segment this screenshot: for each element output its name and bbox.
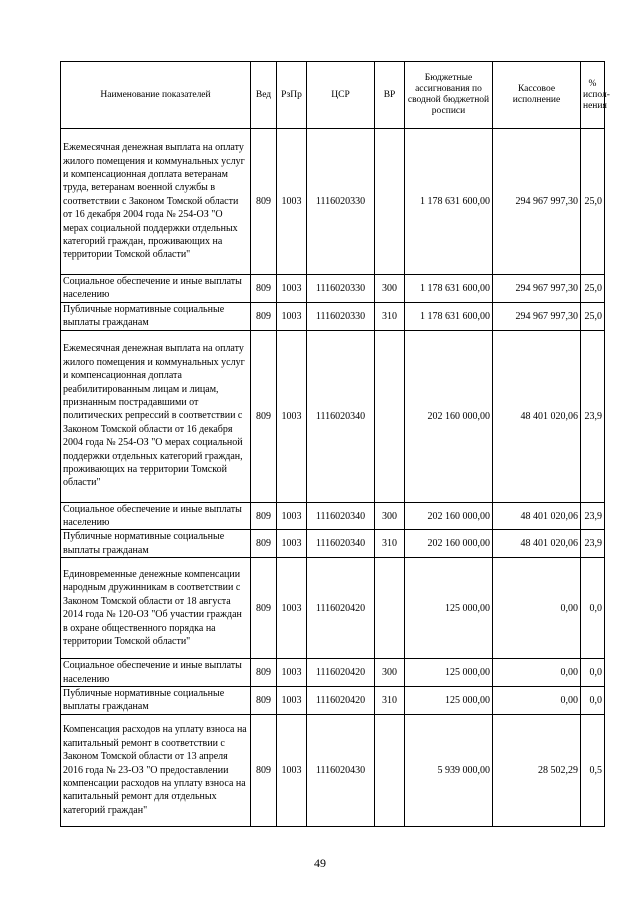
row-rzpr: 1003 [277,687,307,715]
table-header-row [61,62,605,129]
row-vr: 310 [375,687,405,715]
row-ved: 809 [251,330,277,502]
row-rzpr: 1003 [277,558,307,659]
header-percent: % испол-нения [581,62,605,129]
row-rzpr: 1003 [277,714,307,826]
header-rzpr: РзПр [277,62,307,129]
row-ved: 809 [251,129,277,275]
row-percent: 23,9 [581,502,605,530]
table-row [61,530,605,558]
row-vr: 310 [375,302,405,330]
row-vr: 300 [375,659,405,687]
row-percent: 0,0 [581,659,605,687]
row-csr: 1116020340 [307,530,375,558]
row-vr [375,714,405,826]
row-assignments: 1 178 631 600,00 [405,275,493,303]
header-assignments: Бюджетные ассигнования по сводной бюджетной росписи [405,62,493,129]
row-name: Публичные нормативные социальные выплаты гражданам [61,530,251,558]
row-assignments: 1 178 631 600,00 [405,302,493,330]
table-row [61,302,605,330]
header-name: Наименование показателей [61,62,251,129]
row-assignments: 125 000,00 [405,687,493,715]
row-csr: 1116020330 [307,129,375,275]
row-name: Социальное обеспечение и иные выплаты населению [61,502,251,530]
row-percent: 23,9 [581,330,605,502]
row-percent: 23,9 [581,530,605,558]
row-cash-execution: 28 502,29 [493,714,581,826]
row-assignments: 202 160 000,00 [405,530,493,558]
row-rzpr: 1003 [277,275,307,303]
row-name: Ежемесячная денежная выплата на оплату жилого помещения и коммунальных услуг и компенсационная доплата ветеранам труда, ветеранам военной службы в соответствии с Законом Томской области от 16 декабря 2004 года № 254-ОЗ "О мерах социальной поддержки отдельных категорий граждан, проживающих на территории Томской области" [61,129,251,275]
row-name: Социальное обеспечение и иные выплаты населению [61,659,251,687]
row-percent: 25,0 [581,302,605,330]
row-vr [375,330,405,502]
row-ved: 809 [251,530,277,558]
row-vr [375,558,405,659]
row-rzpr: 1003 [277,530,307,558]
row-csr: 1116020330 [307,302,375,330]
row-csr: 1116020430 [307,714,375,826]
table-row [61,330,605,502]
row-assignments: 202 160 000,00 [405,502,493,530]
row-percent: 25,0 [581,275,605,303]
row-cash-execution: 294 967 997,30 [493,275,581,303]
row-name: Социальное обеспечение и иные выплаты населению [61,275,251,303]
table-row [61,714,605,826]
page-number: 49 [314,856,326,870]
row-vr: 300 [375,275,405,303]
table-row [61,502,605,530]
row-assignments: 125 000,00 [405,558,493,659]
row-percent: 25,0 [581,129,605,275]
row-rzpr: 1003 [277,502,307,530]
row-csr: 1116020330 [307,275,375,303]
row-ved: 809 [251,275,277,303]
row-csr: 1116020340 [307,502,375,530]
row-vr [375,129,405,275]
row-assignments: 202 160 000,00 [405,330,493,502]
row-name: Ежемесячная денежная выплата на оплату жилого помещения и коммунальных услуг и компенсационная доплата реабилитированным лицам и лицам, признанным пострадавшими от политических репрессий в соответствии с Законом Томской области от 16 декабря 2004 года № 254-ОЗ "О мерах социальной поддержки отдельных категорий граждан, проживающих на территории Томской области" [61,330,251,502]
row-cash-execution: 294 967 997,30 [493,302,581,330]
row-csr: 1116020420 [307,687,375,715]
table-row [61,558,605,659]
header-ved: Вед [251,62,277,129]
row-vr: 300 [375,502,405,530]
row-ved: 809 [251,302,277,330]
row-csr: 1116020420 [307,558,375,659]
row-rzpr: 1003 [277,129,307,275]
table-row [61,687,605,715]
row-ved: 809 [251,687,277,715]
row-cash-execution: 48 401 020,06 [493,530,581,558]
row-name: Компенсация расходов на уплату взноса на капитальный ремонт в соответствии с Законом Томской области от 13 апреля 2016 года № 23-ОЗ "О предоставлении компенсации расходов на уплату взноса на капитальный ремонт для отдельных категорий граждан" [61,714,251,826]
table-row [61,659,605,687]
row-cash-execution: 0,00 [493,687,581,715]
table-row [61,129,605,275]
row-percent: 0,0 [581,558,605,659]
row-rzpr: 1003 [277,330,307,502]
row-ved: 809 [251,659,277,687]
row-assignments: 125 000,00 [405,659,493,687]
row-rzpr: 1003 [277,302,307,330]
budget-execution-table [60,61,610,827]
row-assignments: 1 178 631 600,00 [405,129,493,275]
row-name: Публичные нормативные социальные выплаты гражданам [61,302,251,330]
row-csr: 1116020340 [307,330,375,502]
row-cash-execution: 48 401 020,06 [493,502,581,530]
row-ved: 809 [251,502,277,530]
row-name: Публичные нормативные социальные выплаты гражданам [61,687,251,715]
row-percent: 0,0 [581,687,605,715]
row-ved: 809 [251,558,277,659]
table-row [61,275,605,303]
row-csr: 1116020420 [307,659,375,687]
row-assignments: 5 939 000,00 [405,714,493,826]
row-cash-execution: 48 401 020,06 [493,330,581,502]
header-cash-execution: Кассовое исполнение [493,62,581,129]
header-vr: ВР [375,62,405,129]
header-csr: ЦСР [307,62,375,129]
row-vr: 310 [375,530,405,558]
row-rzpr: 1003 [277,659,307,687]
row-percent: 0,5 [581,714,605,826]
row-cash-execution: 0,00 [493,659,581,687]
row-ved: 809 [251,714,277,826]
row-cash-execution: 294 967 997,30 [493,129,581,275]
row-cash-execution: 0,00 [493,558,581,659]
row-name: Единовременные денежные компенсации народным дружинникам в соответствии с Законом Томской области от 18 августа 2014 года № 120-ОЗ "Об участии граждан в охране общественного порядка на территории Томской области" [61,558,251,659]
